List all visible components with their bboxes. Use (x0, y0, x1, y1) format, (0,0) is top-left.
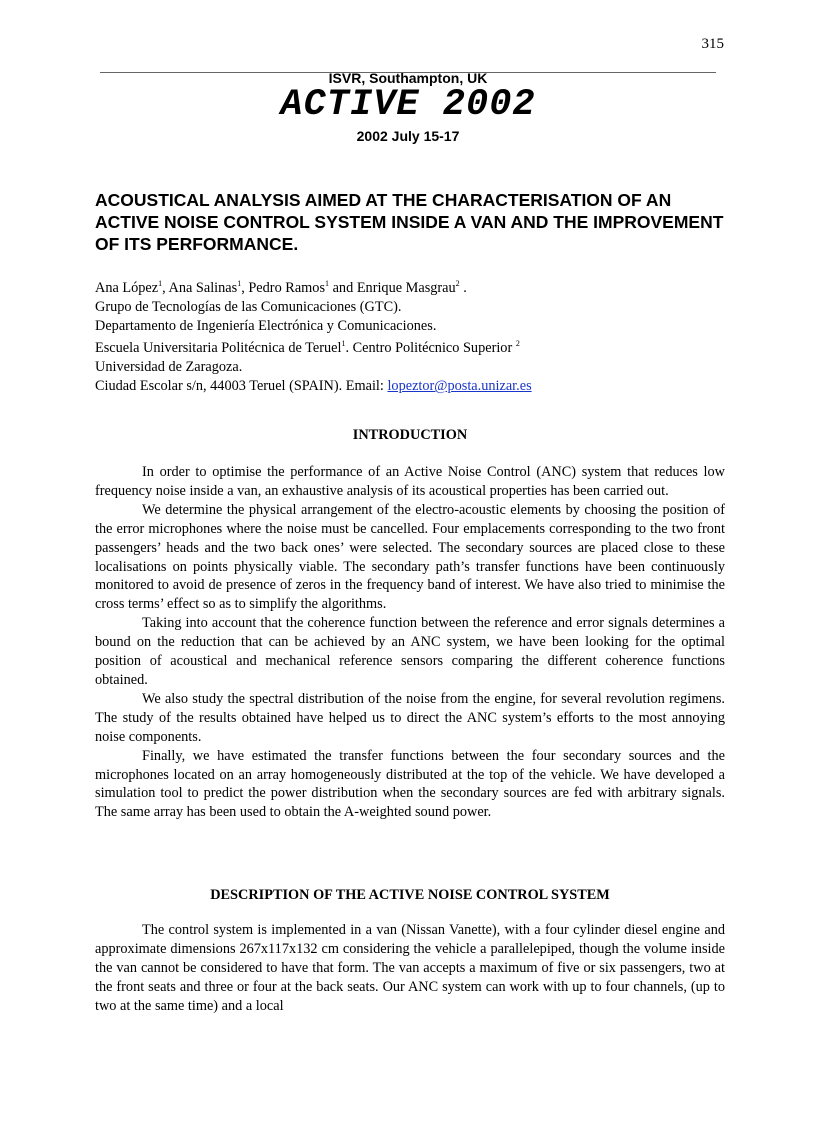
affiliation-department: Departamento de Ingeniería Electrónica y Comunicaciones. (95, 317, 437, 334)
author-list (95, 275, 735, 298)
author-separator: and (329, 280, 357, 296)
page-number: 315 (701, 36, 724, 52)
conference-name: ACTIVE 2002 (280, 84, 536, 126)
affiliation-mark: 2 (515, 339, 520, 349)
affiliation-mark: 1 (341, 339, 346, 349)
paragraph: We also study the spectral distribution of the noise from the engine, for several revolution regimens. The study of the results obtained have helped us to direct the ANC system’s efforts to the most annoying noise components. (95, 690, 725, 745)
paragraph: In order to optimise the performance of an Active Noise Control (ANC) system that reduces low frequency noise inside a van, an exhaustive analysis of its acoustical properties has been carried out. (95, 464, 725, 499)
affiliation-school-1: Escuela Universitaria Politécnica de Teruel (95, 340, 342, 357)
paper-title: ACOUSTICAL ANALYSIS AIMED AT THE CHARACTERISATION OF AN ACTIVE NOISE CONTROL SYSTEM INSIDE A VAN AND THE IMPROVEMENT OF ITS PERFORMANCE. (95, 190, 724, 254)
conference-dates: 2002 July 15-17 (356, 128, 460, 144)
authors-block (95, 275, 735, 396)
paragraph: Taking into account that the coherence function between the reference and error signals determines a bound on the reduction that can be achieved by an ANC system, we have been looking for the optimal position of acoustical and mechanical reference sensors comparing the different coherence functions obtained. (95, 615, 725, 688)
author-affiliation-mark: 1 (158, 279, 163, 288)
author-name: Ana Salinas (168, 280, 238, 296)
author-affiliation-mark: 1 (325, 279, 330, 288)
author-separator: , (162, 280, 169, 296)
introduction-body (95, 463, 725, 822)
description-heading: DESCRIPTION OF THE ACTIVE NOISE CONTROL SYSTEM (210, 887, 610, 903)
address-text: Ciudad Escolar s/n, 44003 Teruel (SPAIN). Email: (95, 377, 388, 394)
author-affiliation-mark: 2 (455, 279, 460, 288)
conference-location: ISVR, Southampton, UK (328, 70, 488, 86)
address-line (95, 377, 735, 396)
email-link[interactable]: lopeztor@posta.unizar.es (387, 377, 532, 394)
affiliation-group: Grupo de Tecnologías de las Comunicaciones (GTC). (95, 298, 402, 315)
paragraph: Finally, we have estimated the transfer functions between the four secondary sources and the microphones located on an array homogeneously distributed at the top of the vehicle. We have developed a simulation tool to predict the power distribution when the secondary sources are fed with arbitrary signals. The same array has been used to obtain the A-weighted sound power. (95, 747, 725, 821)
author-separator: , (241, 280, 249, 296)
description-body (95, 921, 725, 1016)
introduction-heading: INTRODUCTION (352, 427, 468, 443)
affiliation-schools (95, 335, 735, 358)
affiliation-university: Universidad de Zaragoza. (95, 359, 243, 376)
author-separator: . (459, 280, 467, 296)
affiliation-school-2: . Centro Politécnico Superior (345, 340, 513, 357)
paragraph: The control system is implemented in a van (Nissan Vanette), with a four cylinder diesel engine and approximate dimensions 267x117x132 cm considering the vehicle a parallelepiped, though the volume inside the van cannot be considered to have that form. The van accepts a maximum of five or six passengers, two at the front seats and three or four at the back seats. Our ANC system can work with up to four channels, (up to two at the same time) and a local (95, 922, 725, 1014)
author-affiliation-mark: 1 (237, 279, 242, 288)
author-name: Enrique Masgrau (356, 280, 456, 296)
paragraph: We determine the physical arrangement of the electro-acoustic elements by choosing the position of the error microphones where the noise must be cancelled. Four emplacements corresponding to the two front passengers’ heads and the two back ones’ were selected. The secondary sources are placed close to these localisations on points physically viable. The secondary path’s transfer functions have been continuously monitored to avoid de presence of zeros in the frequency band of interest. We have also tried to minimise the cross terms’ effect so as to simplify the algorithms. (95, 501, 725, 613)
author-name: Ana López (95, 280, 159, 296)
author-name: Pedro Ramos (248, 280, 326, 296)
